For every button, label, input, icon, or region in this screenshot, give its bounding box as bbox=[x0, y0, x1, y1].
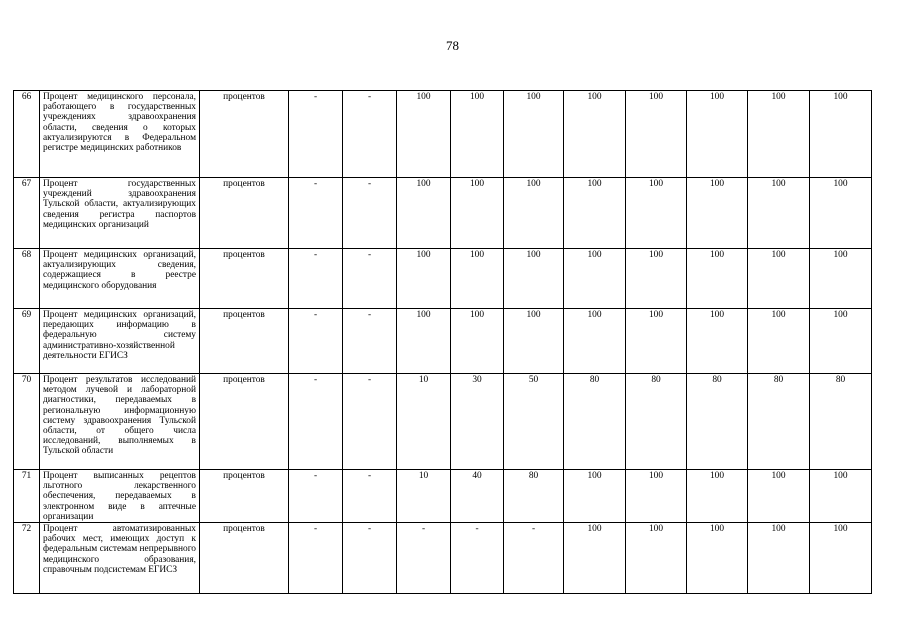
table-row bbox=[14, 374, 872, 470]
table-body bbox=[14, 91, 872, 594]
indicator-value: 100 bbox=[687, 309, 748, 374]
indicator-value: - bbox=[289, 249, 343, 309]
indicator-value: 100 bbox=[748, 249, 810, 309]
indicator-value: 100 bbox=[564, 309, 626, 374]
indicator-value: - bbox=[343, 470, 397, 523]
indicator-value: 100 bbox=[626, 470, 687, 523]
indicator-name: Процент автоматизированных рабочих мест, имеющих доступ к федеральным системам непрерывного медицинского образования, справочным подсистемам ЕГИСЗ bbox=[40, 523, 200, 594]
table-row bbox=[14, 249, 872, 309]
table-row bbox=[14, 178, 872, 249]
indicator-value: - bbox=[504, 523, 564, 594]
indicator-value: 100 bbox=[451, 249, 504, 309]
indicators-table bbox=[13, 90, 872, 594]
indicator-value: 80 bbox=[748, 374, 810, 470]
indicator-value: - bbox=[289, 91, 343, 178]
indicator-value: - bbox=[343, 374, 397, 470]
indicator-name: Процент государственных учреждений здравоохранения Тульской области, актуализирующих сведения регистра паспортов медицинских организаций bbox=[40, 178, 200, 249]
row-number: 72 bbox=[14, 523, 40, 594]
indicator-value: 100 bbox=[397, 91, 451, 178]
indicator-value: - bbox=[343, 523, 397, 594]
indicator-value: 100 bbox=[397, 178, 451, 249]
indicator-value: 100 bbox=[564, 470, 626, 523]
indicator-value: 10 bbox=[397, 374, 451, 470]
table-row bbox=[14, 91, 872, 178]
indicator-value: 100 bbox=[687, 523, 748, 594]
indicator-value: 100 bbox=[687, 470, 748, 523]
indicator-value: 80 bbox=[504, 470, 564, 523]
page-number: 78 bbox=[446, 38, 459, 53]
indicator-value: 100 bbox=[626, 309, 687, 374]
indicator-value: 100 bbox=[748, 309, 810, 374]
indicator-unit: процентов bbox=[200, 309, 289, 374]
row-number: 69 bbox=[14, 309, 40, 374]
table-row bbox=[14, 523, 872, 594]
indicator-name: Процент медицинского персонала, работающего в государственных учреждениях здравоохранения области, сведения о которых актуализируются в Федеральном регистре медицинских работников bbox=[40, 91, 200, 178]
indicator-value: - bbox=[289, 470, 343, 523]
indicator-value: 100 bbox=[810, 249, 872, 309]
indicator-name: Процент медицинских организаций, актуализирующих сведения, содержащиеся в реестре медицинского оборудования bbox=[40, 249, 200, 309]
indicator-value: 80 bbox=[687, 374, 748, 470]
indicator-value: - bbox=[451, 523, 504, 594]
indicator-unit: процентов bbox=[200, 523, 289, 594]
indicator-value: 100 bbox=[748, 470, 810, 523]
indicator-unit: процентов bbox=[200, 374, 289, 470]
indicator-value: 100 bbox=[626, 178, 687, 249]
indicator-value: 100 bbox=[810, 470, 872, 523]
row-number: 66 bbox=[14, 91, 40, 178]
indicator-value: 100 bbox=[504, 249, 564, 309]
indicator-value: 10 bbox=[397, 470, 451, 523]
indicator-value: 100 bbox=[504, 91, 564, 178]
indicator-value: - bbox=[289, 523, 343, 594]
indicator-value: 100 bbox=[748, 178, 810, 249]
indicator-name: Процент выписанных рецептов льготного лекарственного обеспечения, передаваемых в электронном виде в аптечные организации bbox=[40, 470, 200, 523]
indicator-unit: процентов bbox=[200, 178, 289, 249]
indicator-value: 100 bbox=[626, 91, 687, 178]
indicator-value: 80 bbox=[810, 374, 872, 470]
indicator-value: 100 bbox=[564, 249, 626, 309]
indicator-value: 100 bbox=[451, 309, 504, 374]
indicator-unit: процентов bbox=[200, 470, 289, 523]
indicator-value: 100 bbox=[810, 523, 872, 594]
indicator-value: 80 bbox=[564, 374, 626, 470]
indicator-value: 100 bbox=[397, 309, 451, 374]
indicator-value: - bbox=[343, 249, 397, 309]
indicator-value: 100 bbox=[564, 523, 626, 594]
indicator-value: - bbox=[343, 91, 397, 178]
table-row bbox=[14, 309, 872, 374]
indicator-value: 30 bbox=[451, 374, 504, 470]
row-number: 67 bbox=[14, 178, 40, 249]
indicator-value: 100 bbox=[397, 249, 451, 309]
indicator-value: 100 bbox=[810, 309, 872, 374]
indicator-value: 100 bbox=[626, 249, 687, 309]
indicator-value: 100 bbox=[504, 178, 564, 249]
table-row bbox=[14, 470, 872, 523]
indicator-value: - bbox=[343, 178, 397, 249]
indicator-value: - bbox=[289, 374, 343, 470]
indicator-value: 100 bbox=[564, 178, 626, 249]
indicator-value: - bbox=[289, 309, 343, 374]
indicator-value: 50 bbox=[504, 374, 564, 470]
indicator-unit: процентов bbox=[200, 91, 289, 178]
indicator-value: 100 bbox=[748, 91, 810, 178]
indicator-value: 100 bbox=[504, 309, 564, 374]
indicator-value: 100 bbox=[626, 523, 687, 594]
indicator-value: 100 bbox=[687, 91, 748, 178]
row-number: 70 bbox=[14, 374, 40, 470]
indicator-value: 100 bbox=[564, 91, 626, 178]
indicator-value: 100 bbox=[451, 178, 504, 249]
indicator-value: - bbox=[289, 178, 343, 249]
indicator-value: 100 bbox=[687, 249, 748, 309]
indicator-value: - bbox=[397, 523, 451, 594]
row-number: 68 bbox=[14, 249, 40, 309]
indicator-value: 100 bbox=[748, 523, 810, 594]
row-number: 71 bbox=[14, 470, 40, 523]
indicator-value: 100 bbox=[810, 178, 872, 249]
indicator-value: 100 bbox=[810, 91, 872, 178]
indicator-name: Процент результатов исследований методом лучевой и лабораторной диагностики, передаваемых в региональную информационную систему здравоохранения Тульской области, от общего числа исследований, выполняемых в Тульской области bbox=[40, 374, 200, 470]
indicator-value: 80 bbox=[626, 374, 687, 470]
indicator-value: 100 bbox=[451, 91, 504, 178]
indicator-value: - bbox=[343, 309, 397, 374]
indicator-value: 40 bbox=[451, 470, 504, 523]
indicator-value: 100 bbox=[687, 178, 748, 249]
indicator-unit: процентов bbox=[200, 249, 289, 309]
indicator-name: Процент медицинских организаций, передающих информацию в федеральную систему административно-хозяйственной деятельности ЕГИСЗ bbox=[40, 309, 200, 374]
